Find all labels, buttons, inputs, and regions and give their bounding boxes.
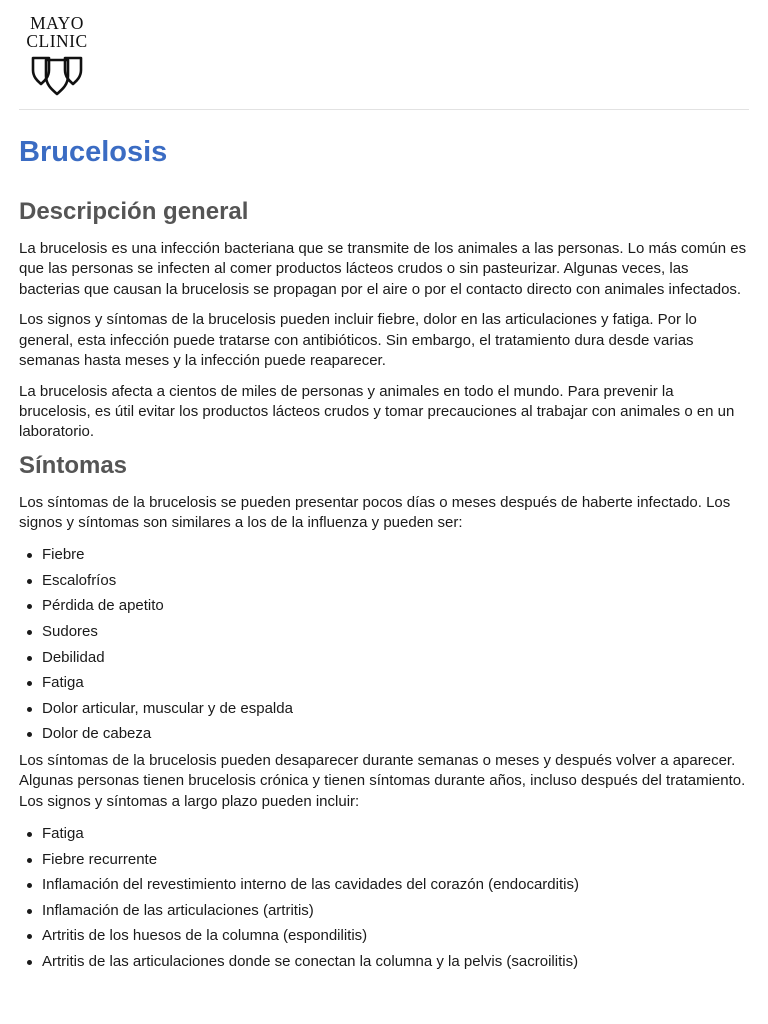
overview-heading: Descripción general bbox=[19, 198, 249, 225]
page-title: Brucelosis bbox=[19, 136, 168, 168]
list-item: Fatiga bbox=[42, 821, 749, 847]
mayo-clinic-logo[interactable] bbox=[19, 14, 95, 96]
symptoms-chronic-paragraph: Los síntomas de la brucelosis pueden desaparecer durante semanas o meses y después volver a aparecer. Algunas personas tienen brucelosis crónica y tienen síntomas durante años, incluso después del tratamiento. Los signos y síntomas a largo plazo pueden incluir: bbox=[19, 752, 746, 810]
list-item: Sudores bbox=[42, 619, 749, 645]
list-item: Fatiga bbox=[42, 670, 749, 696]
header-divider bbox=[19, 109, 749, 110]
list-item: Artritis de los huesos de la columna (espondilitis) bbox=[42, 923, 749, 949]
list-item: Escalofríos bbox=[42, 568, 749, 594]
article-content bbox=[19, 134, 749, 974]
symptoms-list bbox=[19, 542, 749, 747]
logo-line-1: MAYO bbox=[30, 13, 84, 33]
list-item: Inflamación de las articulaciones (artritis) bbox=[42, 898, 749, 924]
list-item: Debilidad bbox=[42, 645, 749, 671]
overview-paragraph-1: La brucelosis es una infección bacteriana que se transmite de los animales a las personas. Lo más común es que las personas se infecten al comer productos lácteos crudos o sin pasteurizar. Algunas veces, las bacterias que causan la brucelosis se propagan por el aire o por el contacto directo con animales infectados. bbox=[19, 240, 747, 298]
list-item: Fiebre bbox=[42, 542, 749, 568]
symptoms-heading: Síntomas bbox=[19, 451, 128, 479]
mayo-shields-icon bbox=[31, 54, 83, 96]
list-item: Artritis de las articulaciones donde se conectan la columna y la pelvis (sacroilitis) bbox=[42, 949, 749, 975]
symptoms-intro: Los síntomas de la brucelosis se pueden presentar pocos días o meses después de haberte infectado. Los signos y síntomas son similares a los de la influenza y pueden ser: bbox=[19, 493, 731, 531]
list-item: Fiebre recurrente bbox=[42, 847, 749, 873]
overview-paragraph-3: La brucelosis afecta a cientos de miles de personas y animales en todo el mundo. Para prevenir la brucelosis, es útil evitar los productos lácteos crudos y tomar precauciones al trabajar con animales o en un laboratorio. bbox=[19, 382, 735, 441]
list-item: Dolor articular, muscular y de espalda bbox=[42, 696, 749, 722]
overview-paragraph-2: Los signos y síntomas de la brucelosis pueden incluir fiebre, dolor en las articulaciones y fatiga. Por lo general, esta infección puede tratarse con antibióticos. Sin embargo, el tratamiento dura desde varias semanas hasta meses y la infección puede reaparecer. bbox=[19, 311, 697, 369]
list-item: Pérdida de apetito bbox=[42, 593, 749, 619]
list-item: Dolor de cabeza bbox=[42, 721, 749, 747]
list-item: Inflamación del revestimiento interno de las cavidades del corazón (endocarditis) bbox=[42, 872, 749, 898]
chronic-symptoms-list bbox=[19, 821, 749, 975]
page-header bbox=[0, 0, 768, 110]
logo-line-2: CLINIC bbox=[26, 31, 88, 51]
